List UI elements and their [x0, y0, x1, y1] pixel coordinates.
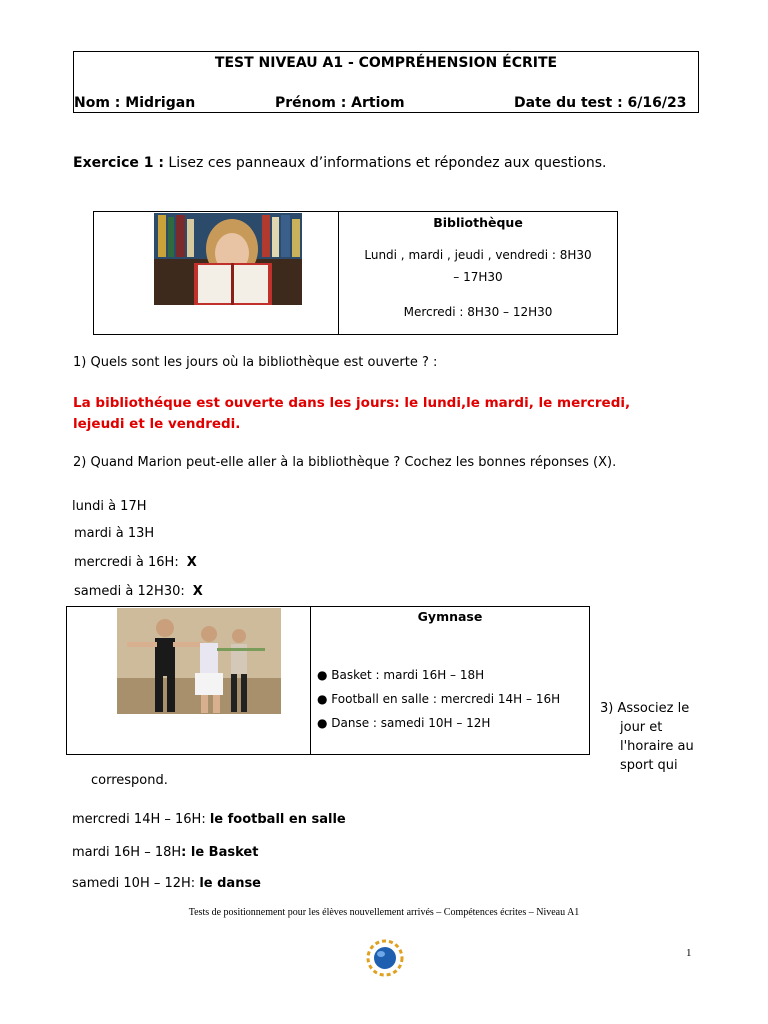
student-last-name: Nom : Midrigan	[74, 95, 196, 111]
gym-info-cell	[311, 607, 590, 755]
header-box	[73, 51, 699, 113]
answer-3-row-1	[72, 812, 346, 827]
gym-title: Gymnase	[417, 609, 483, 624]
question-3	[600, 699, 694, 775]
option-2	[74, 526, 154, 541]
library-panel	[93, 211, 618, 335]
library-title: Bibliothèque	[433, 215, 523, 230]
option-1-label: lundi à 17H	[72, 499, 147, 514]
answer-3-time-2: mardi 16H – 18H	[72, 845, 182, 860]
answer-3-time-3: samedi 10H – 12H:	[72, 876, 200, 891]
option-3-label: mercredi à 16H:	[74, 555, 179, 570]
answer-1	[73, 393, 630, 435]
library-hours-weekdays-end: – 17H30	[453, 270, 503, 284]
gym-item-danse: ● Danse : samedi 10H – 12H	[317, 716, 491, 730]
gym-item-football: ● Football en salle : mercredi 14H – 16H	[317, 692, 561, 706]
gym-item-basket: ● Basket : mardi 16H – 18H	[317, 668, 485, 682]
question-1: 1) Quels sont les jours où la bibliothèque est ouverte ? :	[73, 355, 438, 370]
question-2: 2) Quand Marion peut-elle aller à la bibliothèque ? Cochez les bonnes réponses (X).	[73, 455, 617, 470]
exercise-heading	[73, 155, 606, 171]
answer-1-line-2: lejeudi et le vendredi.	[73, 416, 241, 432]
gym-schedule	[317, 663, 560, 735]
question-3-line-3: l'horaire au	[620, 739, 694, 754]
option-4-mark: X	[192, 584, 203, 599]
library-hours-weekdays: Lundi , mardi , jeudi , vendredi : 8H30	[364, 248, 592, 262]
answer-3-time-1: mercredi 14H – 16H:	[72, 812, 210, 827]
gym-panel	[66, 606, 590, 755]
option-4-label: samedi à 12H30:	[74, 584, 185, 599]
option-3	[74, 555, 197, 570]
library-photo	[154, 213, 302, 305]
answer-3-sport-3: le danse	[199, 876, 261, 891]
page-number: 1	[686, 947, 692, 959]
question-3-line-2: jour et	[620, 720, 663, 735]
question-3-continuation: correspond.	[91, 773, 168, 788]
option-4	[74, 584, 203, 599]
school-logo	[364, 938, 406, 978]
exercise-instruction: Lisez ces panneaux d’informations et répondez aux questions.	[163, 155, 607, 171]
answer-3-row-2	[72, 845, 258, 860]
gym-photo	[117, 608, 281, 714]
exercise-label: Exercice 1 :	[73, 155, 164, 171]
question-3-line-1: 3) Associez le	[600, 701, 690, 716]
test-title: TEST NIVEAU A1 - COMPRÉHENSION ÉCRITE	[214, 55, 558, 71]
answer-3-sport-1: le football en salle	[209, 812, 346, 827]
library-hours-wednesday: Mercredi : 8H30 – 12H30	[403, 305, 553, 319]
gym-image-cell	[67, 607, 311, 755]
question-3-line-4: sport qui	[620, 758, 678, 773]
answer-3-row-3	[72, 876, 261, 891]
option-2-label: mardi à 13H	[74, 526, 155, 541]
library-image-cell	[94, 212, 339, 335]
answer-3-sport-2: : le Basket	[181, 845, 259, 860]
answer-1-line-1: La bibliothéque est ouverte dans les jours: le lundi,le mardi, le mercredi,	[73, 395, 631, 411]
option-1	[72, 499, 147, 514]
student-first-name: Prénom : Artiom	[275, 95, 405, 111]
footer-text: Tests de positionnement pour les élèves nouvellement arrivés – Compétences écrites – Niveau A1	[188, 907, 580, 918]
library-info-cell	[339, 212, 618, 335]
option-3-mark: X	[186, 555, 197, 570]
test-date: Date du test : 6/16/23	[514, 95, 687, 111]
